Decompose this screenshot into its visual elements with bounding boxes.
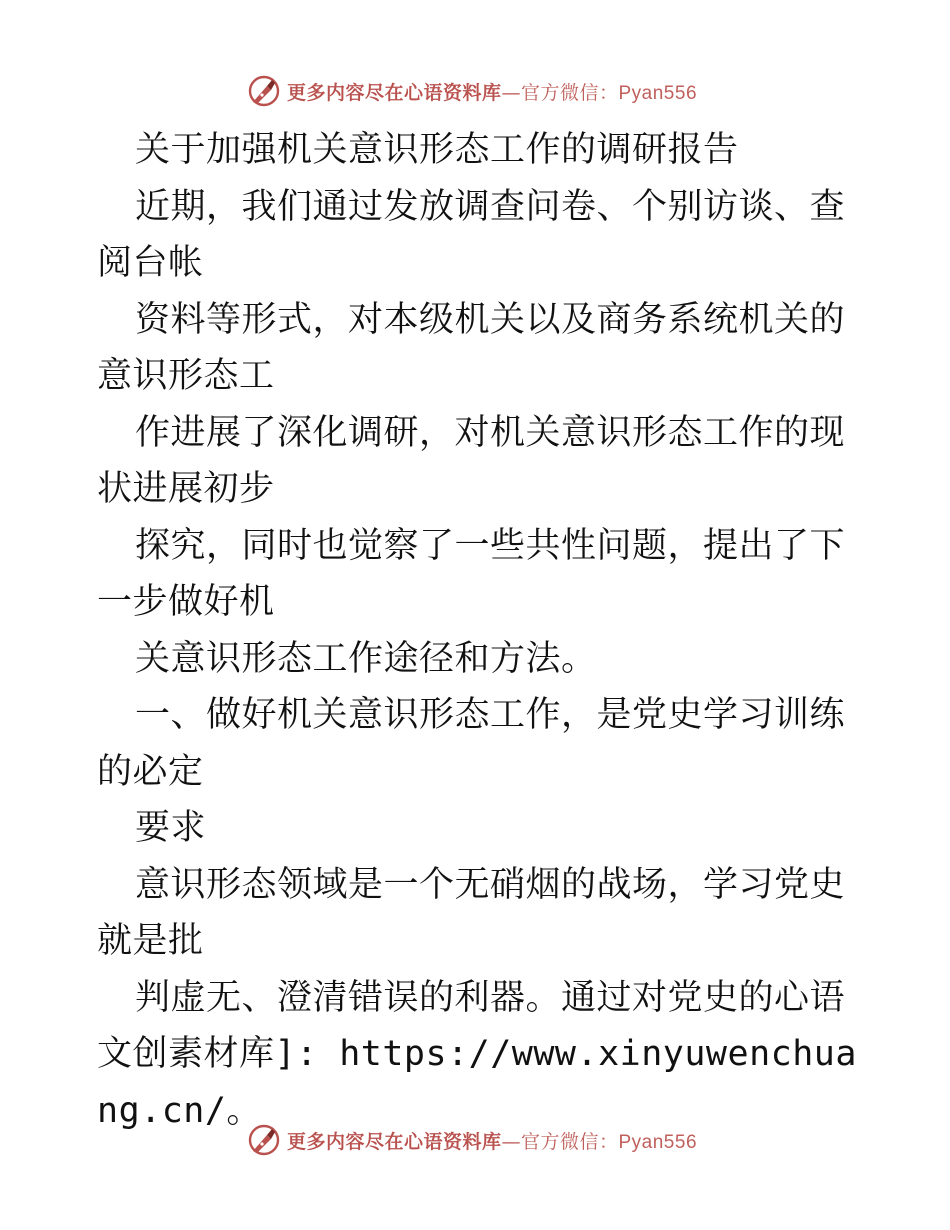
footer-banner-text — [287, 1127, 697, 1154]
paragraph: 探究，同时也觉察了一些共性问题，提出了下一步做好机 — [97, 525, 846, 622]
header-banner-separator: — — [501, 81, 521, 104]
footer-banner-content — [247, 1123, 697, 1157]
paragraph: 关意识形态工作途径和方法。 — [135, 638, 597, 679]
pen-nib-logo-icon — [247, 1123, 281, 1157]
paragraph: 资料等形式，对本级机关以及商务系统机关的意识形态工 — [97, 299, 846, 396]
paragraph: 近期，我们通过发放调查问卷、个别访谈、查阅台帐 — [97, 186, 846, 283]
section-heading: 一、做好机关意识形态工作，是党史学习训练的必定 — [97, 695, 846, 792]
header-banner — [0, 71, 950, 111]
header-wechat-label: 官方微信： — [520, 81, 619, 104]
header-banner-content — [247, 74, 697, 108]
footer-banner-separator: — — [501, 1130, 521, 1153]
paragraph: 意识形态领域是一个无硝烟的战场，学习党史就是批 — [97, 864, 846, 961]
section-heading-continued: 要求 — [135, 808, 207, 848]
footer-banner-title: 更多内容尽在心语资料库 — [286, 1130, 502, 1153]
header-banner-title: 更多内容尽在心语资料库 — [286, 81, 502, 104]
footer-wechat-id: Pyan556 — [618, 1131, 698, 1153]
paragraph: 判虚无、澄清错误的利器。通过对党史的心语文创素材库]: https://www.xinyuwenchuang.cn/。 — [97, 977, 857, 1131]
document-title: 关于加强机关意识形态工作的调研报告 — [135, 130, 739, 170]
header-wechat-id: Pyan556 — [618, 82, 698, 104]
pen-nib-logo-icon — [247, 74, 281, 108]
header-banner-text — [287, 78, 697, 105]
paragraph: 作进展了深化调研，对机关意识形态工作的现状进展初步 — [97, 412, 846, 509]
document-body — [97, 122, 857, 1139]
footer-wechat-label: 官方微信： — [520, 1130, 619, 1153]
footer-banner — [0, 1120, 950, 1160]
